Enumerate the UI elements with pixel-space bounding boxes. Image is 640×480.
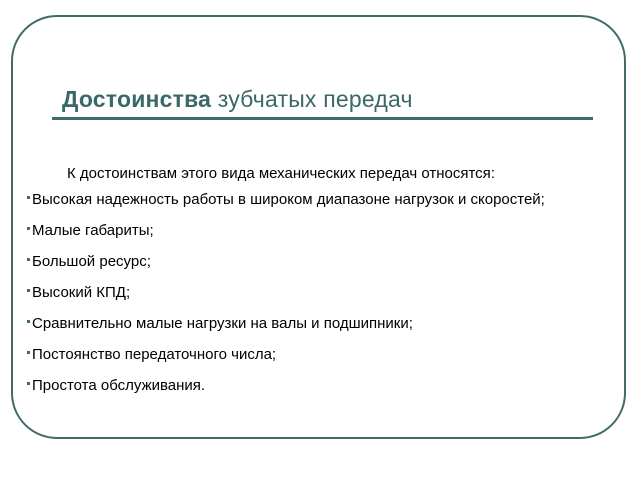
list-item-text: Высокая надежность работы в широком диапазоне нагрузок и скоростей;	[32, 191, 545, 208]
bullet-icon	[27, 320, 30, 323]
bullet-icon	[27, 289, 30, 292]
bullet-icon	[27, 258, 30, 261]
advantages-list	[27, 190, 587, 407]
list-item	[27, 314, 587, 333]
list-item	[27, 252, 587, 271]
bullet-icon	[27, 351, 30, 354]
slide-title	[62, 86, 413, 113]
list-item	[27, 221, 587, 240]
list-item-text: Малые габариты;	[32, 222, 154, 239]
list-item-text: Высокий КПД;	[32, 284, 131, 301]
intro-text: К достоинствам этого вида механических передач относятся:	[67, 165, 495, 182]
list-item-text: Сравнительно малые нагрузки на валы и подшипники;	[32, 315, 413, 332]
title-divider	[52, 117, 593, 120]
list-item	[27, 190, 587, 209]
list-item	[27, 376, 587, 395]
bullet-icon	[27, 382, 30, 385]
list-item-text: Большой ресурс;	[32, 253, 151, 270]
bullet-icon	[27, 196, 30, 199]
list-item	[27, 283, 587, 302]
slide-title-bold: Достоинства	[62, 86, 212, 112]
slide-title-rest: зубчатых передач	[211, 86, 413, 112]
list-item	[27, 345, 587, 364]
list-item-text: Постоянство передаточного числа;	[32, 346, 277, 363]
bullet-icon	[27, 227, 30, 230]
list-item-text: Простота обслуживания.	[32, 377, 206, 394]
